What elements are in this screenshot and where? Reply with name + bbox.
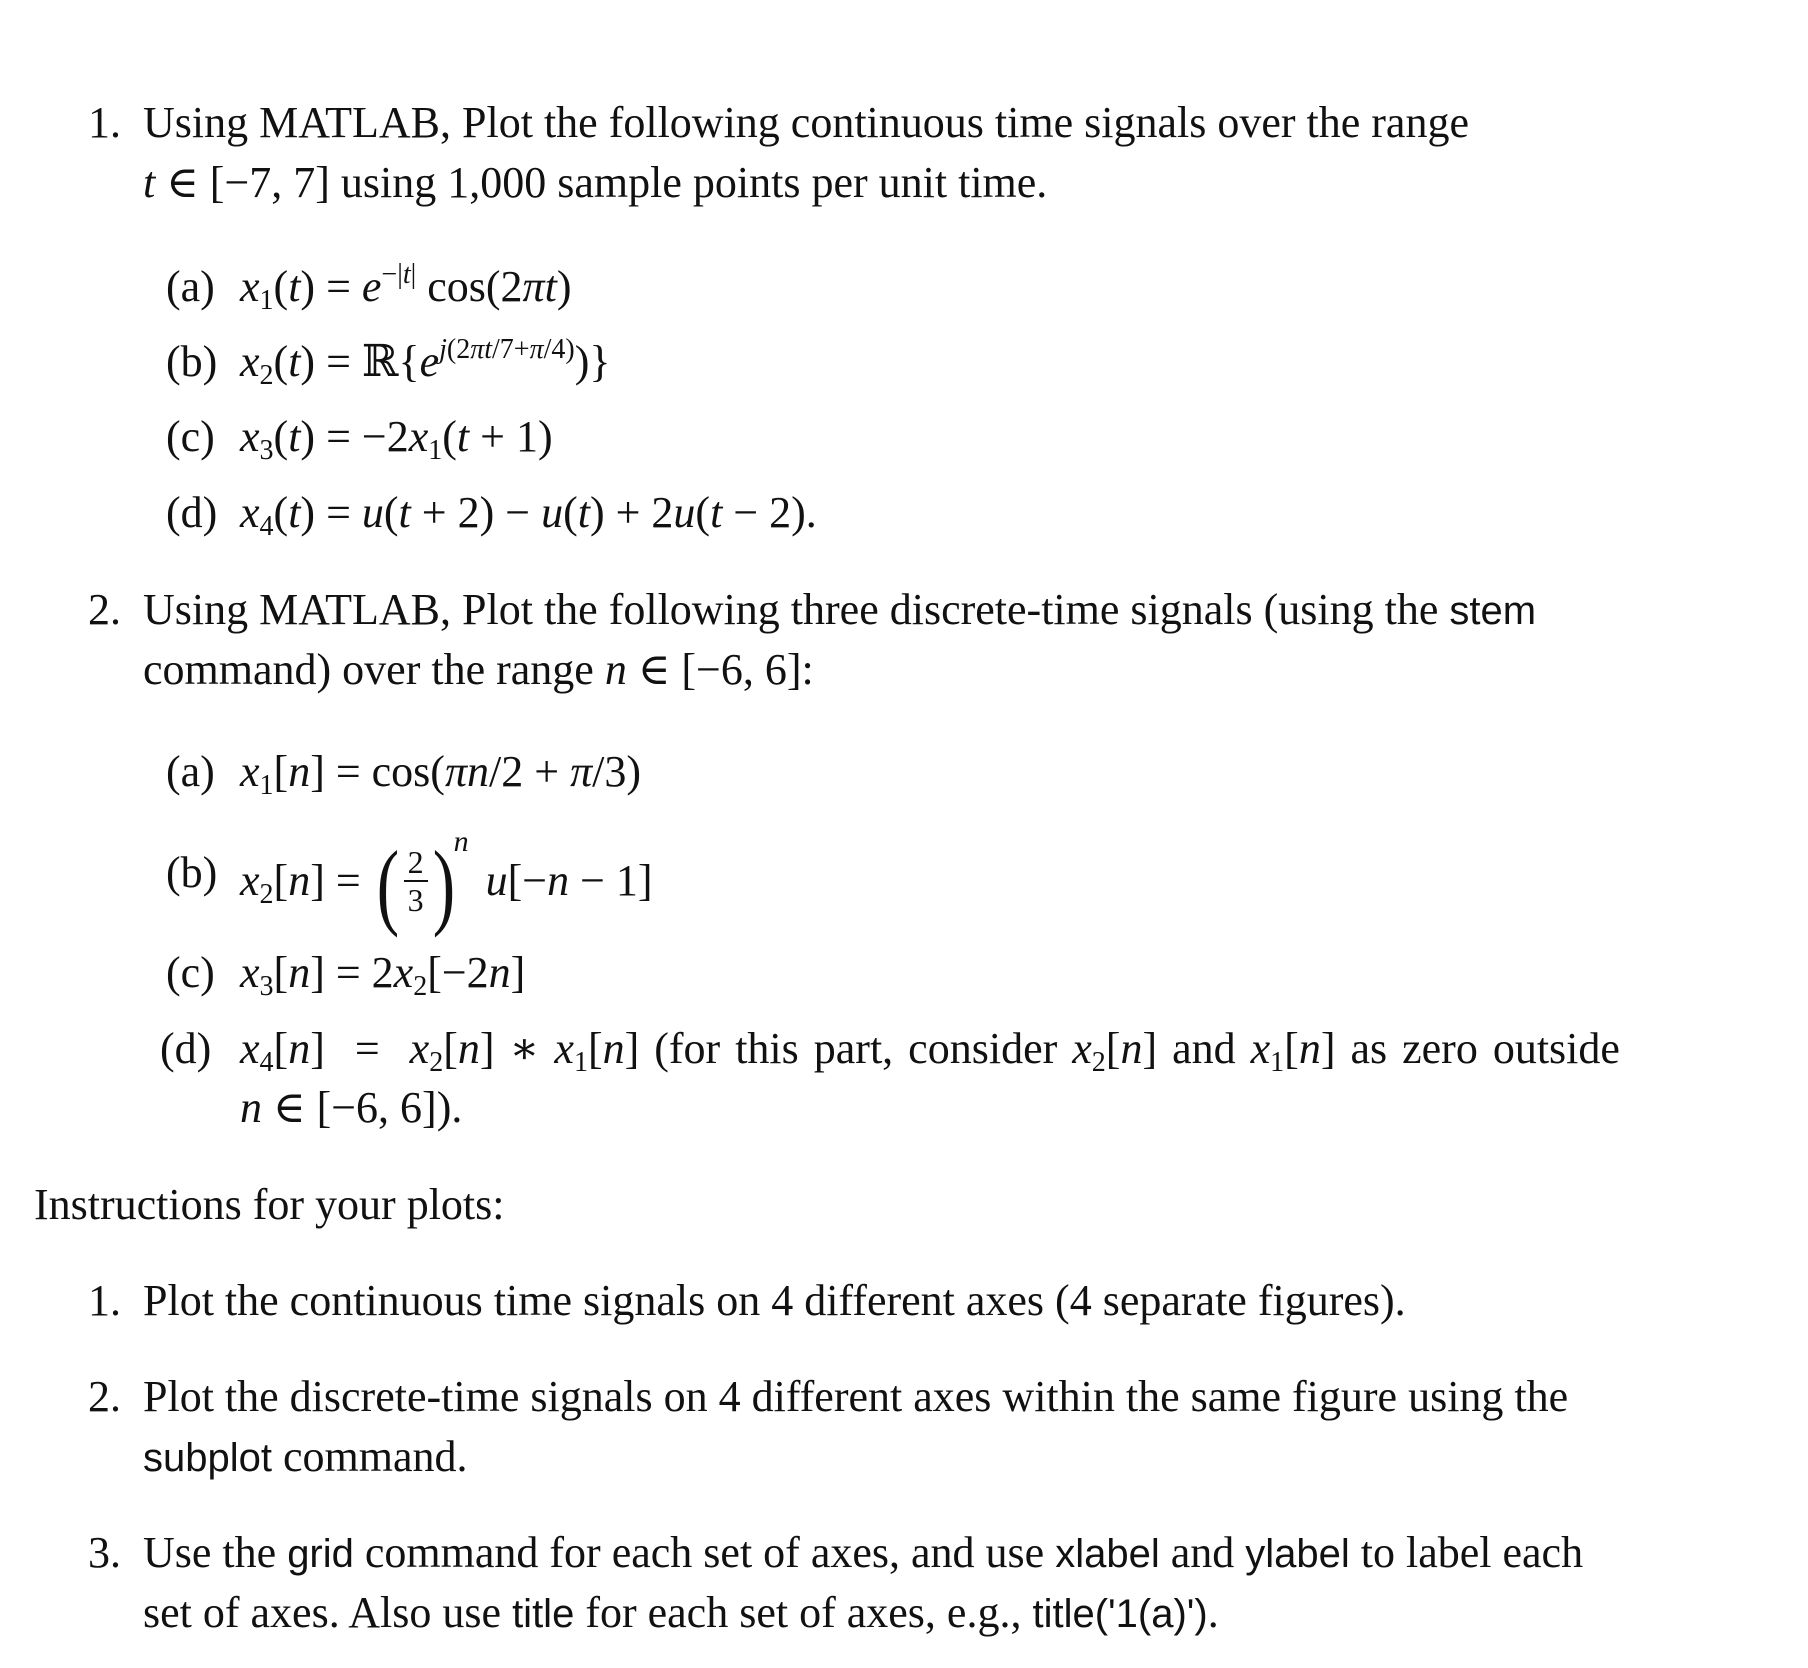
instr3-mid2: and — [1159, 1528, 1246, 1577]
q2b-label: (b) — [166, 848, 218, 897]
ylabel-code: ylabel — [1245, 1532, 1350, 1576]
q2c-equation: $x_3[n] = 2x_2[-2n]$ — [240, 948, 526, 1002]
subplot-code: subplot — [143, 1436, 272, 1480]
q2-line2: command) over the range n ∈ [−6, 6]: — [143, 645, 814, 694]
q2a-label: (a) — [166, 747, 215, 796]
grid-code: grid — [287, 1532, 354, 1576]
q2d-equation: $x_4[n] = x_2[n]$ ∗ $x_1[n]$ (for this part, consider $x_2[n]$ and $x_1[n]$ as zero outside — [240, 1024, 1620, 1078]
title-code: title — [512, 1592, 575, 1636]
q2-stem-code: stem — [1449, 589, 1537, 633]
q2d-text3: as zero outside — [1350, 1024, 1620, 1073]
q2d-text1: (for this part, consider — [654, 1024, 1058, 1073]
q2-line1 — [143, 585, 1536, 636]
q1a-label: (a) — [166, 262, 215, 311]
q2c-label: (c) — [166, 948, 215, 997]
instr3-pre: Use the — [143, 1528, 288, 1577]
q2b-equation: $x_2[n]$ = ( $\frac{2}{3}$ )$^n$ u[−n − 1] — [240, 825, 653, 938]
xlabel-code: xlabel — [1055, 1532, 1160, 1576]
instr2-line1: Plot the discrete-time signals on 4 different axes within the same figure using the — [143, 1372, 1569, 1421]
instr3-line2-pre: set of axes. Also use — [143, 1588, 513, 1637]
q1d-equation: $x_4(t) = u(t + 2) - u(t) + 2u(t - 2)$. — [240, 488, 817, 542]
q2d-continuation: n ∈ [−6, 6]). — [240, 1083, 463, 1132]
q2-number: 2. — [88, 585, 121, 634]
instr2-line2-text: command. — [271, 1432, 468, 1481]
q1c-equation: $x_3(t) = -2x_1(t + 1)$ — [240, 412, 553, 466]
q2-line1-text: Using MATLAB, Plot the following three discrete-time signals (using the — [143, 585, 1450, 634]
instr3-mid1: command for each set of axes, and use — [353, 1528, 1056, 1577]
instr1-number: 1. — [88, 1276, 121, 1325]
q1-number: 1. — [88, 98, 121, 147]
instr3-mid3: to label each — [1349, 1528, 1584, 1577]
q2d-text2: and — [1172, 1024, 1236, 1073]
instr3-number: 3. — [88, 1528, 121, 1577]
q1b-equation: $x_2(t)$ = $ℝ\{e^{j(2\pi t/7+\pi/4)})$} — [240, 334, 611, 391]
instr3-line2-mid: for each set of axes, e.g., — [574, 1588, 1033, 1637]
instr1-text: Plot the continuous time signals on 4 different axes (4 separate figures). — [143, 1276, 1406, 1325]
q2d-label: (d) — [160, 1024, 212, 1073]
instr3-line1 — [143, 1528, 1583, 1579]
instr2-number: 2. — [88, 1372, 121, 1421]
q1d-label: (d) — [166, 488, 218, 537]
q1-line1: Using MATLAB, Plot the following continuous time signals over the range — [143, 98, 1469, 147]
instr3-line2-end: . — [1207, 1588, 1219, 1637]
title-example-code: title('1(a)') — [1032, 1592, 1208, 1636]
q2-line2-text: command) over the range — [143, 645, 594, 694]
q1b-label: (b) — [166, 337, 218, 386]
q2a-equation: $x_1[n] = \cos(\pi n/2 + \pi/3)$ — [240, 747, 641, 801]
q1-line2: t ∈ [−7, 7] using 1,000 sample points per unit time. — [143, 158, 1048, 207]
instr2-line2 — [143, 1432, 468, 1483]
q1c-label: (c) — [166, 412, 215, 461]
q1a-equation: $x_1(t) = e^{-|t|}$ cos(2πt) — [240, 259, 572, 316]
instructions-heading: Instructions for your plots: — [34, 1180, 505, 1229]
instr3-line2 — [143, 1588, 1219, 1639]
